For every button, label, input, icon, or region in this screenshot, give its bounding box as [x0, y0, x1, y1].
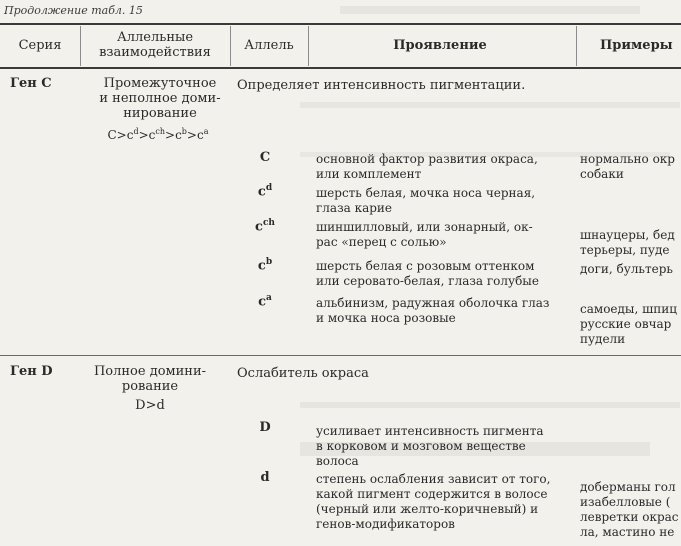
header-divider — [80, 26, 81, 66]
allele-D-effect: усиливает интенсивность пигмента в корковом и мозговом веществе волоса — [316, 424, 544, 468]
allele-symbol: c — [257, 258, 266, 274]
header-bottom-rule — [0, 67, 681, 69]
allele-cch — [245, 218, 285, 234]
header-divider — [576, 26, 577, 66]
allele-cb-examples: доги, бультерь — [580, 262, 673, 276]
allele-ca-examples: самоеды, шпиц русские овчар пудели — [580, 302, 677, 346]
header-examples: Примеры — [600, 38, 673, 53]
top-rule — [0, 23, 681, 25]
allele-cch-examples: шнауцеры, бед терьеры, пуде — [580, 228, 675, 257]
allele-cb-effect: шерсть белая с розовым оттенком или серовато-белая, глаза голубые — [316, 259, 539, 288]
header-allele: Аллель — [244, 38, 294, 53]
allele-d-examples: доберманы гол изабелловые ( левретки окрас ла, мастино не — [580, 480, 679, 539]
allele-symbol: C — [259, 150, 271, 165]
header-series: Серия — [18, 38, 62, 53]
allele-cch-effect: шиншилловый, или зонарный, ок- рас «перец с солью» — [316, 220, 533, 249]
allele-cd — [245, 183, 285, 199]
gene-c-description: Определяет интенсивность пигментации. — [237, 78, 526, 93]
allele-ca — [245, 293, 285, 309]
gene-d-interaction: Полное домини- рование — [93, 364, 207, 394]
gene-c-formula: $C>c^d>c^{ch}>c^b>c^a$ — [107, 127, 209, 142]
gene-d-description: Ослабитель окраса — [237, 366, 369, 381]
gene-d-formula: D>d — [135, 398, 165, 413]
allele-symbol: c — [257, 184, 266, 200]
gene-c-interaction: Промежуточное и неполное доми- нирование — [99, 76, 221, 121]
allele-symbol: d — [260, 470, 270, 485]
allele-d — [245, 470, 285, 485]
header-manifestation: Проявление — [393, 38, 487, 53]
allele-ca-effect: альбинизм, радужная оболочка глаз и мочка носа розовые — [316, 296, 550, 325]
header-divider — [230, 26, 231, 66]
table-caption: Продолжение табл. 15 — [4, 4, 143, 17]
allele-superscript: b — [265, 257, 273, 267]
allele-superscript: d — [265, 183, 273, 193]
allele-symbol: c — [258, 294, 267, 310]
gene-c-name: Ген C — [10, 76, 52, 91]
gene-separator-rule — [0, 355, 681, 356]
allele-C-effect: основной фактор развития окраса, или комплемент — [316, 152, 538, 181]
allele-d-effect: степень ослабления зависит от того, какой пигмент содержится в волосе (черный или желто-коричневый) и генов-модификаторов — [316, 472, 551, 531]
allele-C — [245, 150, 285, 165]
allele-superscript: ch — [262, 218, 275, 228]
allele-symbol: D — [259, 420, 271, 435]
allele-C-examples: нормально окр собаки — [580, 152, 675, 181]
header-divider — [308, 26, 309, 66]
allele-cd-effect: шерсть белая, мочка носа черная, глаза карие — [316, 186, 536, 215]
allele-D — [245, 420, 285, 435]
allele-superscript: a — [266, 293, 272, 303]
gene-d-name: Ген D — [10, 364, 53, 379]
allele-symbol: c — [255, 219, 263, 235]
header-interactions: Аллельные взаимодействия — [99, 30, 211, 60]
allele-cb — [245, 257, 285, 273]
